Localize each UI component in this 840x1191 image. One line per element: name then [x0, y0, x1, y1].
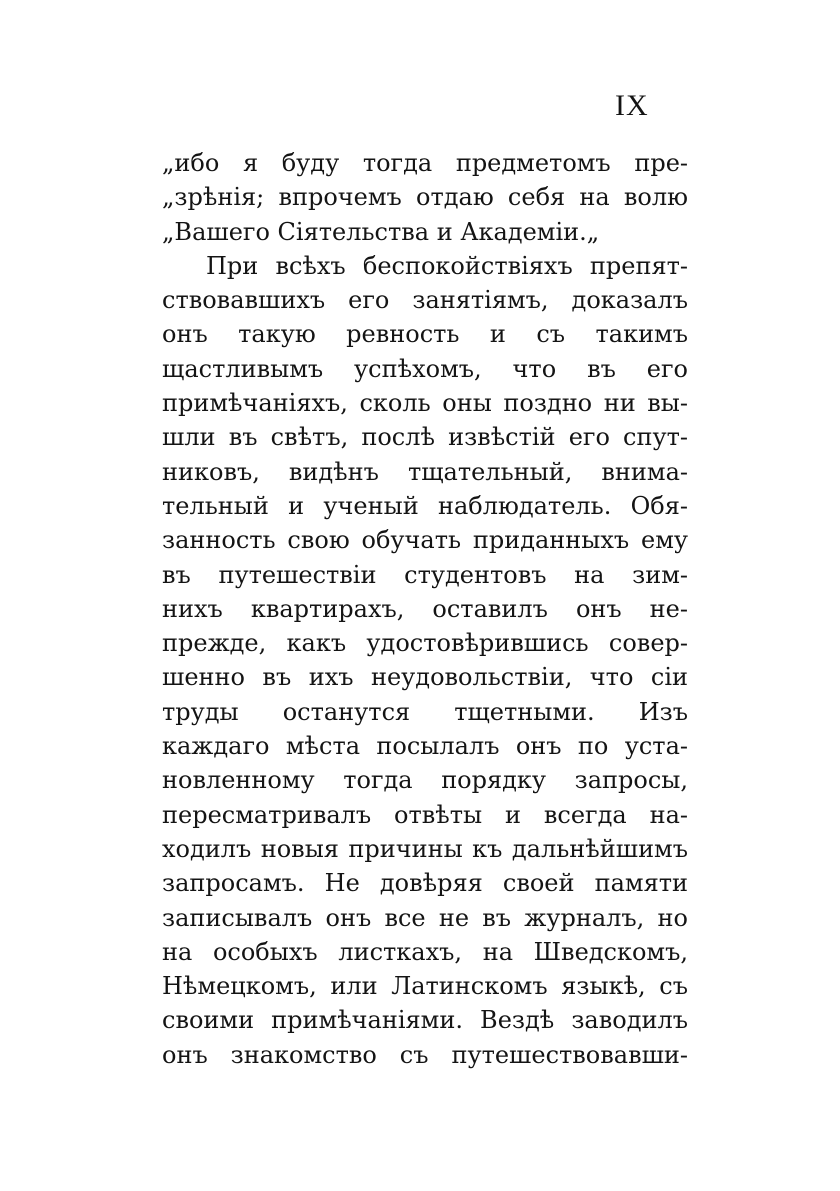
- text-line: шенно въ ихъ неудовольствіи, что сіи: [162, 663, 688, 692]
- text-line: записывалъ онъ все не въ журналъ, но: [162, 903, 688, 932]
- text-line: въ путешествіи студентовъ на зим-: [162, 560, 688, 589]
- text-line: нихъ квартирахъ, оставилъ онъ не-: [162, 594, 688, 623]
- text-line: тельный и ученый наблюдатель. Обя-: [162, 491, 688, 520]
- text-line: труды останутся тщетными. Изъ: [162, 697, 688, 726]
- text-line: на особыхъ листкахъ, на Шведскомъ,: [162, 937, 688, 966]
- text-line: щастливымъ успѣхомъ, что въ его: [162, 354, 688, 383]
- text-line: „ибо я буду тогда предметомъ пре-: [162, 149, 688, 177]
- text-line: „Вашего Сіятельства и Академіи.„: [162, 217, 600, 246]
- text-line: своими примѣчаніями. Вездѣ заводилъ: [162, 1006, 688, 1035]
- text-line: запросамъ. Не довѣряя своей памяти: [162, 869, 688, 898]
- text-line: новленному тогда порядку запросы,: [162, 766, 688, 795]
- text-line: При всѣхъ беспокойствіяхъ препят-: [206, 251, 688, 280]
- text-line: занность свою обучать приданныхъ ему: [162, 526, 688, 555]
- text-line: пересматривалъ отвѣты и всегда на-: [162, 800, 688, 829]
- text-line: онъ такую ревность и съ такимъ: [162, 320, 688, 349]
- text-line: примѣчаніяхъ, сколь оны поздно ни вы-: [162, 389, 688, 418]
- text-line: „зрѣнія; впрочемъ отдаю себя на волю: [162, 183, 688, 212]
- text-line: ствовавшихъ его занятіямъ, доказалъ: [162, 286, 688, 315]
- text-line: никовъ, видѣнъ тщательный, внима-: [162, 457, 688, 486]
- text-line: онъ знакомство съ путешествовавши-: [162, 1040, 688, 1069]
- body-text: [162, 146, 688, 1072]
- text-line: каждаго мѣста посылалъ онъ по уста-: [162, 732, 688, 761]
- text-line: шли въ свѣтъ, послѣ извѣстій его спут-: [162, 423, 688, 452]
- text-line: ходилъ новыя причины къ дальнѣйшимъ: [162, 834, 688, 863]
- page-number: IX: [615, 89, 649, 122]
- text-line: Нѣмецкомъ, или Латинскомъ языкѣ, съ: [162, 972, 688, 1001]
- text-line: прежде, какъ удостовѣрившись совер-: [162, 629, 688, 658]
